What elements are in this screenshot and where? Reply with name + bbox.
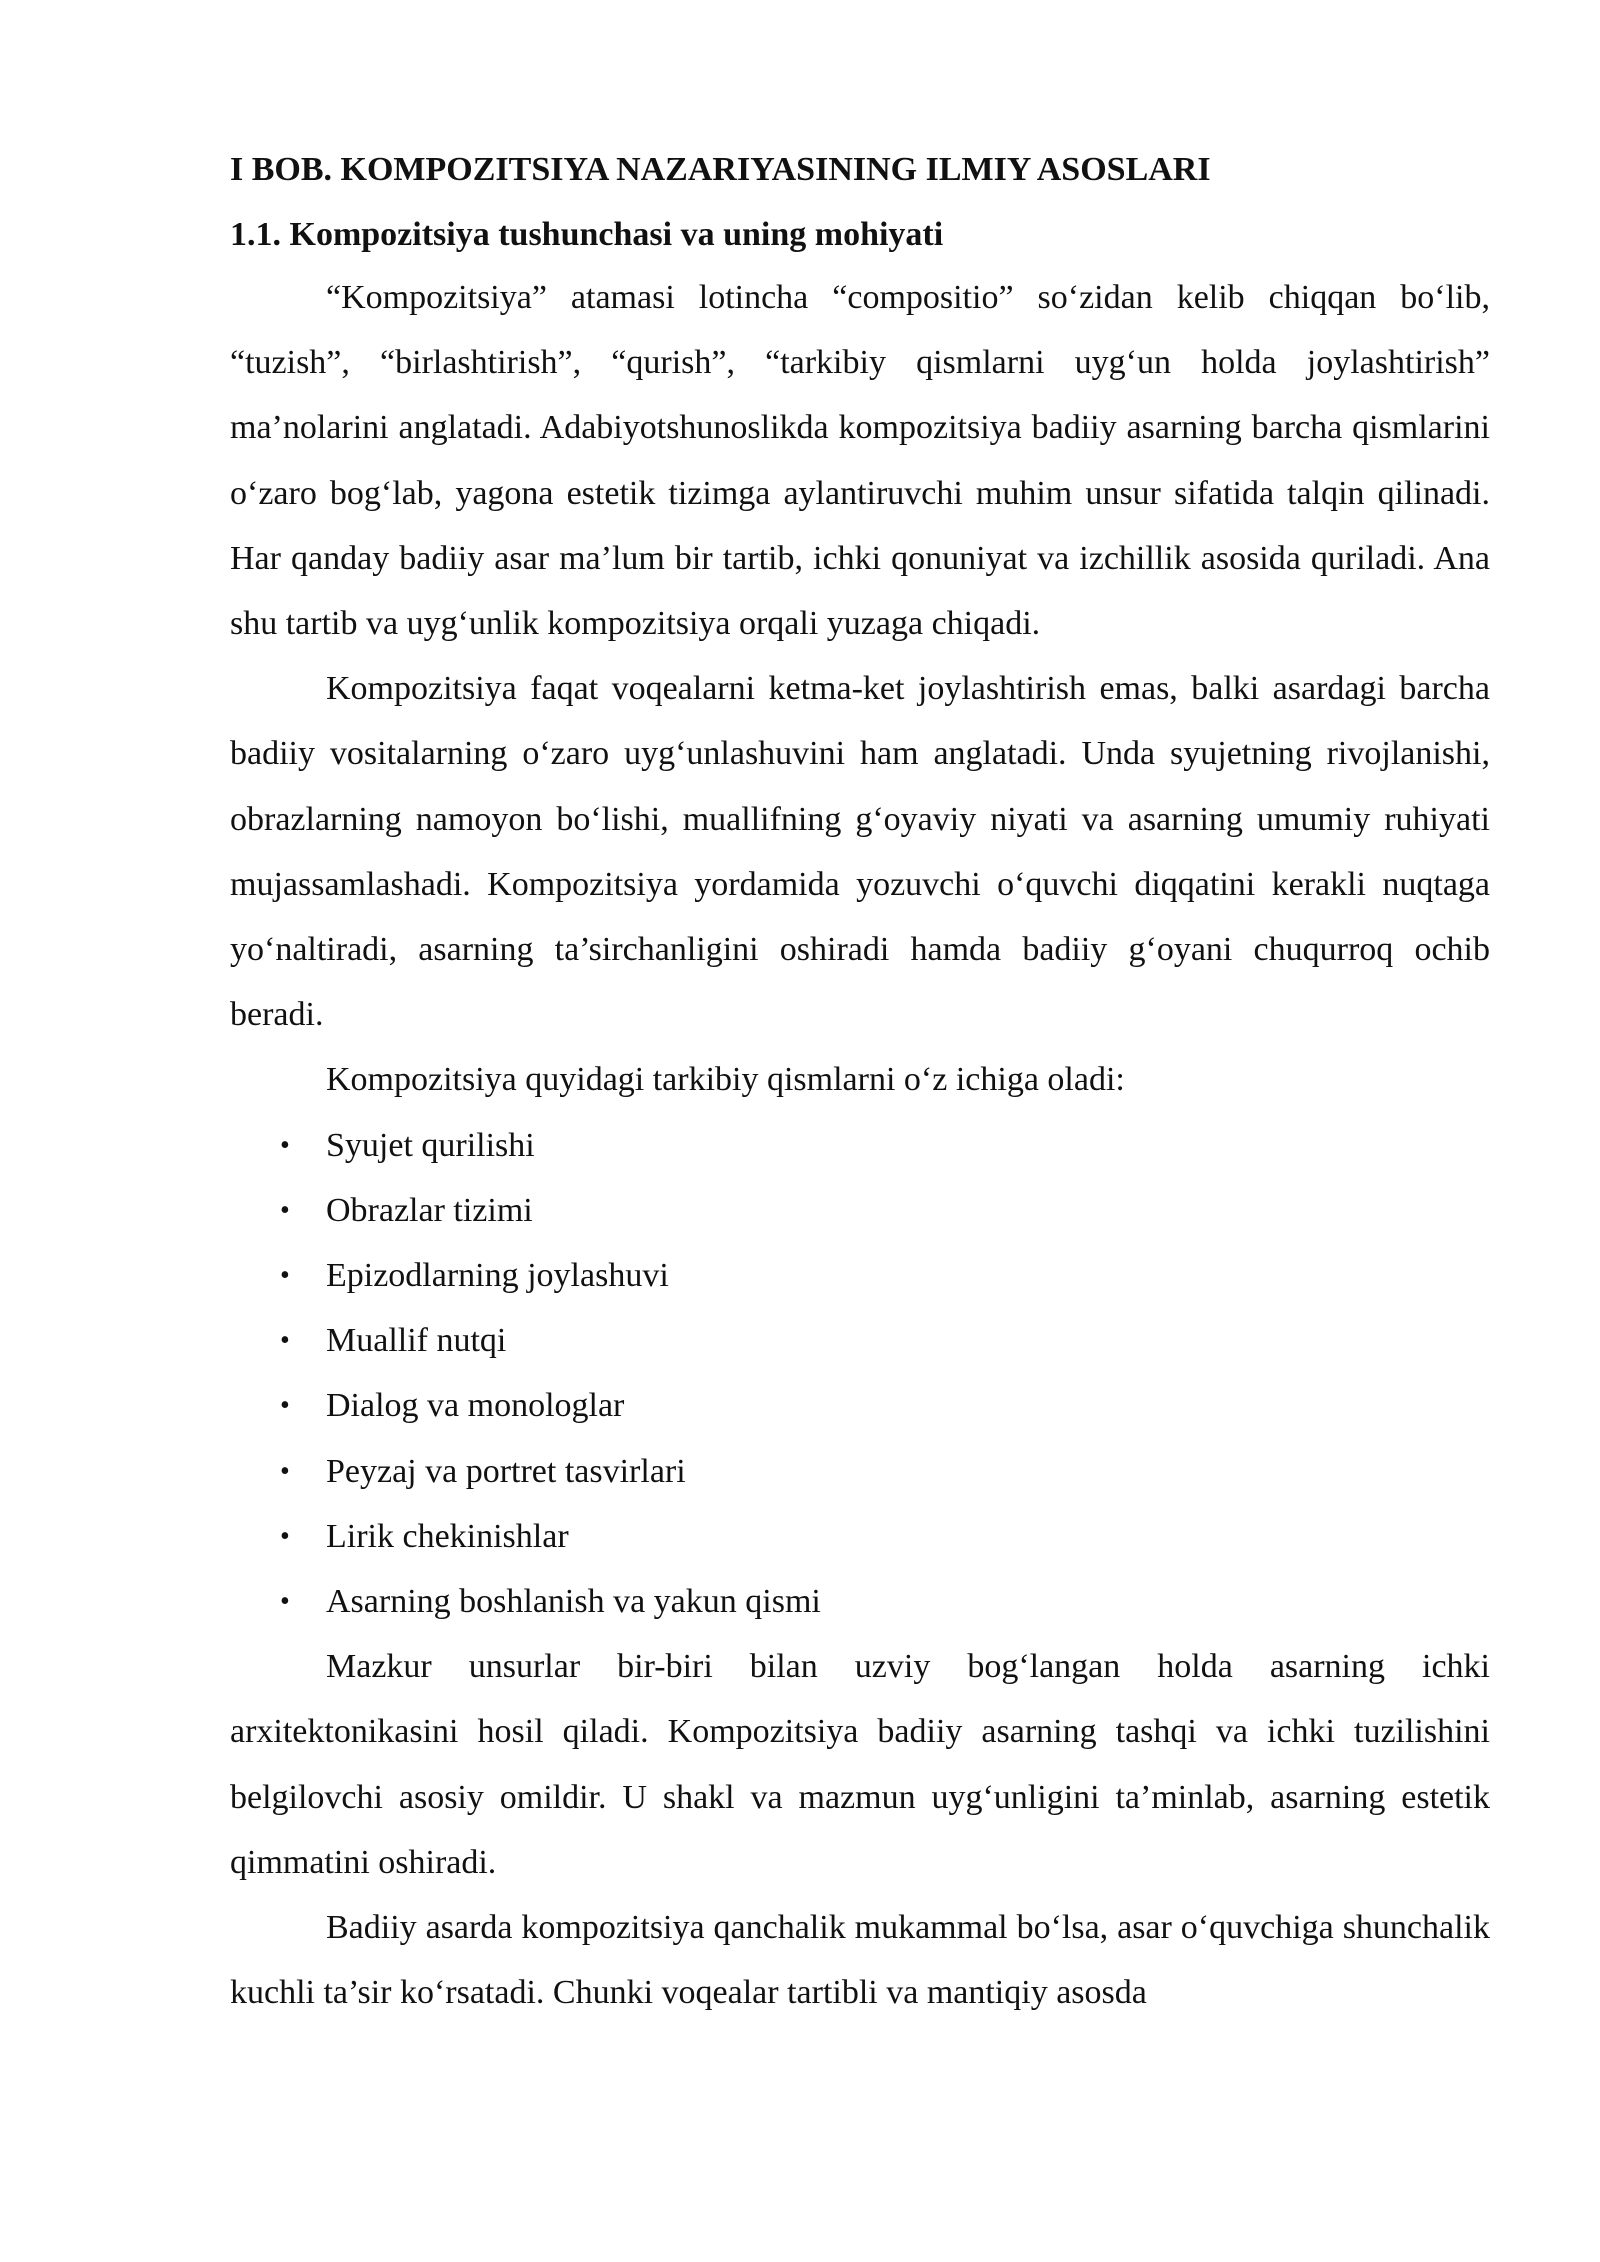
paragraph-impact: Badiiy asarda kompozitsiya qanchalik mukammal bo‘lsa, asar o‘quvchiga shunchalik kuchli ta’sir ko‘rsatadi. Chunki voqealar tartibli va mantiqiy asosda: [230, 1909, 1490, 2012]
list-item-text: Syujet qurilishi: [326, 1126, 535, 1164]
list-item-text: Dialog va monologlar: [326, 1387, 625, 1425]
bullet-icon: •: [280, 1325, 290, 1357]
list-item: [230, 1243, 1490, 1308]
list-item: [230, 1439, 1490, 1504]
bullet-icon: •: [280, 1520, 290, 1552]
list-item: [230, 1373, 1490, 1438]
list-item: [230, 1113, 1490, 1178]
list-item: [230, 1308, 1490, 1373]
document-page: [230, 150, 1490, 2025]
list-item-text: Lirik chekinishlar: [326, 1517, 569, 1555]
list-item: [230, 1504, 1490, 1569]
bullet-icon: •: [280, 1390, 290, 1422]
list-item-text: Peyzaj va portret tasvirlari: [326, 1452, 686, 1490]
paragraph-etymology: “Kompozitsiya” atamasi lotincha “compositio” so‘zidan kelib chiqqan bo‘lib, “tuzish”, “birlashtirish”, “qurish”, “tarkibiy qismlarni uyg‘un holda joylashtirish” ma’nolarini anglatadi. Adabiyotshunoslikda kompozitsiya badiiy asarning barcha qismlarini o‘zaro bog‘lab, yagona estetik tizimga aylantiruvchi muhim unsur sifatida talqin qilinadi. Har qanday badiiy asar ma’lum bir tartib, ichki qonuniyat va izchillik asosida quriladi. Ana shu tartib va uyg‘unlik kompozitsiya orqali yuzaga chiqadi.: [230, 279, 1490, 643]
list-item-text: Muallif nutqi: [326, 1322, 507, 1360]
list-item-text: Obrazlar tizimi: [326, 1191, 533, 1229]
paragraph-definition: Kompozitsiya faqat voqealarni ketma-ket joylashtirish emas, balki asardagi barcha badiiy vositalarning o‘zaro uyg‘unlashuvini ham anglatadi. Unda syujetning rivojlanishi, obrazlarning namoyon bo‘lishi, muallifning g‘oyaviy niyati va asarning umumiy ruhiyati mujassamlashadi. Kompozitsiya yordamida yozuvchi o‘quvchi diqqatini kerakli nuqtaga yo‘naltiradi, asarning ta’sirchanligini oshiradi hamda badiiy g‘oyani chuqurroq ochib beradi.: [230, 670, 1490, 1034]
list-item-text: Epizodlarning joylashuvi: [326, 1257, 669, 1295]
list-item: [230, 1178, 1490, 1243]
paragraph-architectonics: Mazkur unsurlar bir-biri bilan uzviy bog‘langan holda asarning ichki arxitektonikasini hosil qiladi. Kompozitsiya badiiy asarning tashqi va ichki tuzilishini belgilovchi asosiy omildir. U shakl va mazmun uyg‘unligini ta’minlab, asarning estetik qimmatini oshiradi.: [230, 1648, 1490, 1881]
section-title: 1.1. Kompozitsiya tushunchasi va uning mohiyati: [230, 216, 944, 253]
list-item: [230, 1569, 1490, 1634]
bullet-icon: •: [280, 1455, 290, 1487]
bullet-icon: •: [280, 1586, 290, 1618]
components-list: [230, 1113, 1490, 1635]
chapter-title: I BOB. KOMPOZITSIYA NAZARIYASINING ILMIY ASOSLARI: [230, 151, 1211, 188]
bullet-icon: •: [280, 1260, 290, 1292]
list-intro: Kompozitsiya quyidagi tarkibiy qismlarni o‘z ichiga oladi:: [326, 1061, 1125, 1099]
list-item-text: Asarning boshlanish va yakun qismi: [326, 1583, 821, 1621]
bullet-icon: •: [280, 1129, 290, 1161]
bullet-icon: •: [280, 1194, 290, 1226]
